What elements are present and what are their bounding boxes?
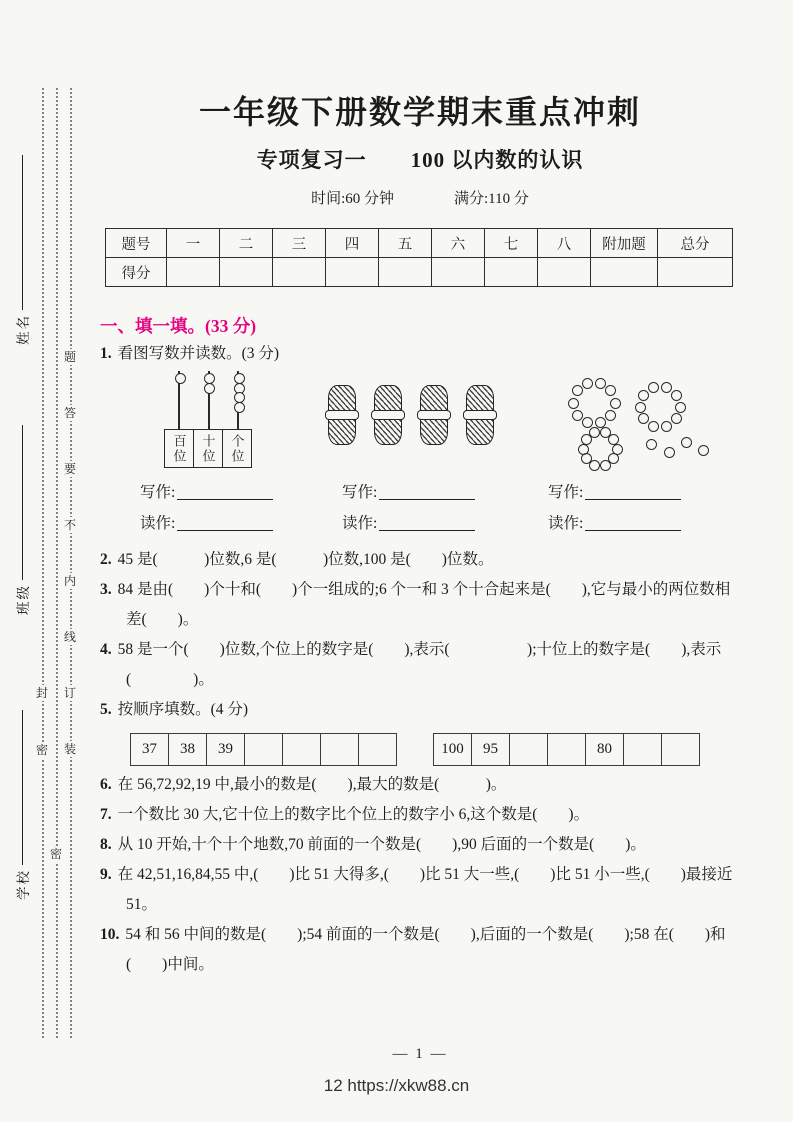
sequence-cell: 39 — [206, 733, 245, 766]
question-7-text: 一个数比 30 大,它十位上的数字比个位上的数字小 6,这个数是( )。 — [117, 806, 590, 823]
seal-line-char: 密 — [33, 742, 51, 758]
score-table-header-cell: 附加题 — [591, 229, 658, 258]
score-table — [105, 228, 733, 287]
write-blank — [585, 482, 681, 500]
place-value-label: 百位 — [171, 433, 187, 464]
score-table-value-cell — [326, 258, 379, 287]
score-table-header-cell: 三 — [273, 229, 326, 258]
exam-subtitle: 专项复习一 100 以内数的认识 — [256, 148, 584, 172]
question-1-number: 1. — [100, 345, 112, 362]
school-blank — [22, 710, 23, 865]
circle-counter — [671, 390, 682, 401]
question-2-text: 45 是( )位数,6 是( )位数,100 是( )位数。 — [117, 551, 494, 568]
sequence-cell — [320, 733, 359, 766]
circle-counter — [605, 385, 616, 396]
sequence-cell — [244, 733, 283, 766]
stick-bundles-figure — [328, 385, 494, 445]
exam-meta — [100, 188, 740, 210]
number-sequence-table-1 — [130, 733, 397, 766]
question-4-text: 58 是一个( )位数,个位上的数字是( ),表示( );十位上的数字是( ),表示( )。 — [117, 641, 722, 688]
circle-counter — [648, 421, 659, 432]
score-table-value-cell: 得分 — [106, 258, 167, 287]
question-2 — [100, 545, 740, 575]
seal-line-char: 内 — [61, 573, 79, 589]
sequence-cell — [547, 733, 586, 766]
stick-bundle — [328, 385, 356, 445]
score-table-value-cell — [432, 258, 485, 287]
circle-counter — [648, 382, 659, 393]
place-value-label: 十位 — [193, 430, 222, 467]
stick-bundle — [374, 385, 402, 445]
write-label: 写作: — [140, 484, 176, 501]
class-blank — [22, 425, 23, 580]
score-table-value-cell — [220, 258, 273, 287]
write-read-column — [548, 477, 681, 539]
sequence-cell: 38 — [168, 733, 207, 766]
section-one-heading: 一、填一填。(33 分) — [100, 316, 257, 336]
circle-counter — [661, 421, 672, 432]
circle-counter — [605, 410, 616, 421]
question-5 — [100, 695, 740, 725]
circle-counter — [600, 460, 611, 471]
sequence-cell — [358, 733, 397, 766]
seal-line-char: 答 — [61, 405, 79, 421]
question-6 — [100, 770, 740, 800]
score-table-header-cell: 二 — [220, 229, 273, 258]
school-label: 学校 — [16, 869, 31, 900]
sequence-cell: 100 — [433, 733, 472, 766]
sequence-cell — [623, 733, 662, 766]
class-field — [11, 425, 33, 615]
question-8-text: 从 10 开始,十个十个地数,70 前面的一个数是( ),90 后面的一个数是( )。 — [117, 836, 646, 853]
sequence-cell — [282, 733, 321, 766]
seal-line-char: 要 — [61, 461, 79, 477]
write-read-column — [342, 477, 475, 539]
stick-bundle — [466, 385, 494, 445]
question-8-number: 8. — [100, 836, 112, 853]
circle-counter — [568, 398, 579, 409]
question-1-figures — [100, 369, 740, 477]
seal-line-char: 装 — [61, 741, 79, 757]
class-label: 班级 — [16, 584, 31, 615]
circle-counter — [582, 378, 593, 389]
score-table-header-cell: 五 — [379, 229, 432, 258]
circle-counter — [589, 427, 600, 438]
question-8 — [100, 830, 740, 860]
write-label: 写作: — [342, 484, 378, 501]
stick-bundle — [420, 385, 448, 445]
read-label: 读作: — [140, 515, 176, 532]
circle-counter — [664, 447, 675, 458]
circle-counter — [681, 437, 692, 448]
circle-counter — [638, 413, 649, 424]
score-table-header-cell: 七 — [485, 229, 538, 258]
circle-counter — [698, 445, 709, 456]
question-6-number: 6. — [100, 776, 112, 793]
seal-line-char: 密 — [47, 846, 65, 862]
score-table-value-cell — [485, 258, 538, 287]
sequence-cell: 80 — [585, 733, 624, 766]
score-table-value-cell — [591, 258, 658, 287]
question-4 — [100, 635, 740, 695]
score-table-header-cell: 八 — [538, 229, 591, 258]
circle-counter — [608, 434, 619, 445]
counter-bead — [204, 383, 215, 394]
read-label: 读作: — [342, 515, 378, 532]
score-table-value-cell — [167, 258, 220, 287]
circle-counter — [638, 390, 649, 401]
question-5-number: 5. — [100, 701, 112, 718]
seal-dotted-line — [70, 88, 72, 1038]
read-blank — [177, 513, 273, 531]
question-1-text: 看图写数并读数。(3 分) — [117, 345, 280, 362]
read-blank — [585, 513, 681, 531]
question-9-number: 9. — [100, 866, 112, 883]
circle-counter — [572, 385, 583, 396]
question-9-text: 在 42,51,16,84,55 中,( )比 51 大得多,( )比 51 大一些,( )比 51 小一些,( )最接近 51。 — [117, 866, 733, 913]
exam-content — [100, 80, 740, 1062]
sequence-cell: 95 — [471, 733, 510, 766]
circle-counter — [671, 413, 682, 424]
circle-counter — [595, 378, 606, 389]
score-table-header-cell: 题号 — [106, 229, 167, 258]
seal-line-char: 订 — [61, 685, 79, 701]
number-sequence-row — [130, 733, 740, 766]
write-read-row — [100, 477, 740, 545]
score-table-value-cell — [379, 258, 432, 287]
question-1 — [100, 339, 740, 369]
circle-counter — [675, 402, 686, 413]
exam-title: 一年级下册数学期末重点冲刺 — [198, 94, 641, 130]
circle-counter — [578, 444, 589, 455]
score-table-header-cell: 四 — [326, 229, 379, 258]
sequence-cell — [661, 733, 700, 766]
student-name-field — [11, 155, 33, 345]
question-7-number: 7. — [100, 806, 112, 823]
seal-line-char: 封 — [33, 685, 51, 701]
read-label: 读作: — [548, 515, 584, 532]
read-blank — [379, 513, 475, 531]
question-5-text: 按顺序填数。(4 分) — [117, 701, 249, 718]
question-2-number: 2. — [100, 551, 112, 568]
score-table-header-cell: 一 — [167, 229, 220, 258]
score-table-value-cell — [273, 258, 326, 287]
circle-groups-figure — [555, 369, 740, 473]
sequence-cell — [509, 733, 548, 766]
question-7 — [100, 800, 740, 830]
question-3 — [100, 575, 740, 635]
write-blank — [379, 482, 475, 500]
seal-line-char: 题 — [61, 349, 79, 365]
seal-dotted-line — [56, 88, 58, 1038]
score-table-header-cell: 六 — [432, 229, 485, 258]
circle-counter — [661, 382, 672, 393]
watermark-url: 12 https://xkw88.cn — [323, 1076, 470, 1095]
question-10-number: 10. — [100, 926, 120, 943]
question-10 — [100, 920, 740, 980]
question-10-text: 54 和 56 中间的数是( );54 前面的一个数是( ),后面的一个数是( );58 在( )和( )中间。 — [125, 926, 726, 973]
counter-bead — [234, 402, 245, 413]
write-label: 写作: — [548, 484, 584, 501]
place-value-counter-figure — [164, 371, 256, 471]
seal-line-char: 线 — [61, 629, 79, 645]
circle-counter — [635, 402, 646, 413]
question-6-text: 在 56,72,92,19 中,最小的数是( ),最大的数是( )。 — [117, 776, 507, 793]
seal-dotted-line — [42, 88, 44, 1038]
time-limit-label: 时间:60 分钟 — [311, 191, 395, 207]
score-table-value-cell — [538, 258, 591, 287]
full-score-label: 满分:110 分 — [454, 191, 529, 207]
school-field — [11, 710, 33, 900]
score-table-value-cell — [658, 258, 733, 287]
page-number: — 1 — — [392, 1046, 448, 1062]
question-3-text: 84 是由( )个十和( )个一组成的;6 个一和 3 个十合起来是( ),它与最小的两位数相差( )。 — [117, 581, 731, 628]
seal-line-char: 不 — [61, 517, 79, 533]
place-value-label: 个位 — [222, 430, 251, 467]
place-value-box — [164, 429, 252, 468]
student-name-label: 姓名 — [16, 314, 31, 345]
student-name-blank — [22, 155, 23, 310]
write-read-column — [140, 477, 273, 539]
write-blank — [177, 482, 273, 500]
circle-counter — [646, 439, 657, 450]
circle-counter — [572, 410, 583, 421]
question-3-number: 3. — [100, 581, 112, 598]
number-sequence-table-2 — [433, 733, 700, 766]
circle-counter — [610, 398, 621, 409]
score-table-header-cell: 总分 — [658, 229, 733, 258]
question-4-number: 4. — [100, 641, 112, 658]
question-9 — [100, 860, 740, 920]
counter-bead — [175, 373, 186, 384]
sequence-cell: 37 — [130, 733, 169, 766]
